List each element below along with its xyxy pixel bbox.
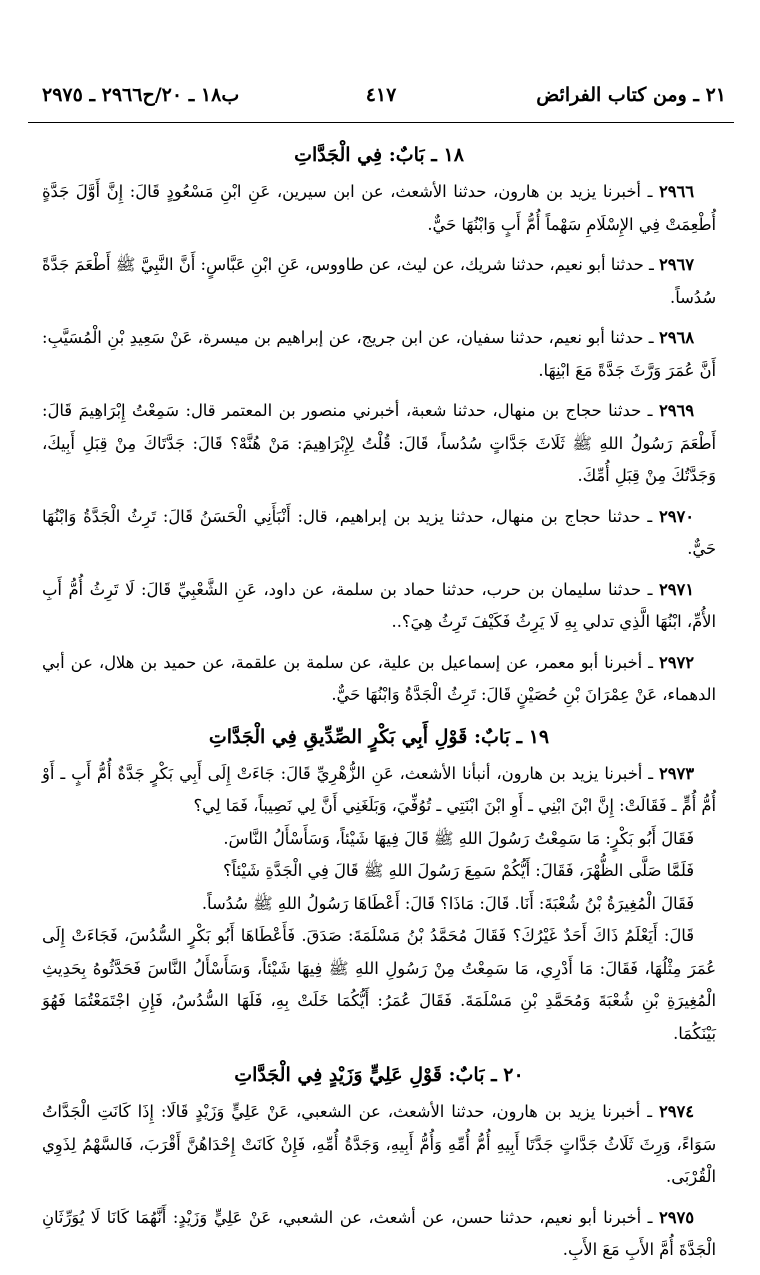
hadith-number: ٢٩٦٩ xyxy=(659,401,694,420)
hadith-number: ٢٩٧١ xyxy=(659,579,695,599)
hadith-2968 xyxy=(42,322,716,387)
hadith-2975 xyxy=(42,1202,716,1267)
hadith-text: ـ أخبرنا أبو نعيم، حدثنا حسن، عن أشعث، عن الشعبي، عَنْ عَلِيٍّ وَزَيْدٍ: أَنَّهُمَا كَانَا لَا يُوَرِّثَانِ الْجَدَّةَ أُمَّ الأَبِ مَعَ الأَبِ. xyxy=(42,1207,716,1259)
hadith-2972 xyxy=(42,647,716,712)
hadith-2970 xyxy=(42,501,716,566)
hadith-2973-continuation: فَلَمَّا صَلَّى الظُّهْرَ، فَقَالَ: أَيُّكُمْ سَمِعَ رَسُولَ اللهِ ﷺ قَالَ فِي الْجَدَّةِ شَيْئاً؟ xyxy=(223,861,694,880)
hadith-number: ٢٩٧٥ xyxy=(659,1207,694,1227)
hadith-number: ٢٩٧٣ xyxy=(659,763,694,783)
hadith-text: ـ أخبرنا يزيد بن هارون، أنبأنا الأشعث، عَنِ الزُّهْرِيِّ قَالَ: جَاءَتْ إِلَى أَبِي بَكْرٍ جَدَّةٌ أُمُّ أَبٍ ـ أَوْ أُمُّ أُمٍّ ـ فَقَالَتْ: إِنَّ ابْنَ ابْنِي ـ أَوِ ابْنَ ابْنَتِي ـ تُوُفِّيَ، وَبَلَغَنِي أَنَّ لِي نَصِيباً، فَمَا لِي؟ xyxy=(42,763,716,815)
page-body xyxy=(42,136,716,1275)
hadith-text: ـ أخبرنا يزيد بن هارون، حدثنا الأشعث، عن الشعبي، عَنْ عَلِيٍّ وَزَيْدٍ قَالَا: إِذَا كَانَتِ الْجَدَّاتُ سَوَاءً، وَرِثَ ثَلَاثُ جَدَّاتٍ جَدَّتَا أَبِيهِ أُمُّ أُمِّهِ وَأُمُّ أَبِيهِ، وَجَدَّةُ أُمِّهِ، فَإِنْ كَانَتْ إِحْدَاهُنَّ أَقْرَبَ، فَالسَّهْمُ لِذَوِي الْقُرْبَى. xyxy=(42,1102,716,1186)
header-divider xyxy=(28,122,734,123)
chapter-title: ١٩ ـ بَابٌ: قَوْلِ أَبِي بَكْرٍ الصِّدِّيقِ فِي الْجَدَّاتِ xyxy=(208,725,550,748)
hadith-range: ب١٨ ـ ٢٠/ح٢٩٦٦ ـ ٢٩٧٥ xyxy=(42,84,240,106)
hadith-text: ـ أخبرنا أبو معمر، عن إسماعيل بن علية، عن سلمة بن علقمة، عن حميد بن هلال، عن أبي الدهماء، عَنْ عِمْرَانَ بْنِ حُصَيْنٍ قَالَ: تَرِثُ الْجَدَّةُ وَابْنُهَا حَيٌّ. xyxy=(42,652,716,704)
hadith-text: ـ حدثنا أبو نعيم، حدثنا سفيان، عن ابن جريج، عن إبراهيم بن ميسرة، عَنْ سَعِيدِ بْنِ الْمُسَيَّبِ: أَنَّ عُمَرَ وَرَّثَ جَدَّةً مَعَ ابْنِهَا. xyxy=(42,328,716,380)
hadith-2973 xyxy=(42,758,716,823)
hadith-number: ٢٩٦٧ xyxy=(659,255,694,274)
hadith-2973-continuation: فَقَالَ أَبُو بَكْرٍ: مَا سَمِعْتُ رَسُولَ اللهِ ﷺ قَالَ فِيهَا شَيْئاً، وَسَأَسْأَلُ النَّاسَ. xyxy=(223,828,694,848)
hadith-2966 xyxy=(42,176,716,241)
page-number: ٤١٧ xyxy=(365,84,397,106)
hadith-text: ـ حدثنا حجاج بن منهال، حدثنا يزيد بن إبراهيم، قال: أَنْبَأَنِي الْحَسَنُ قَالَ: تَرِثُ الْجَدَّةُ وَابْنُهَا حَيٌّ. xyxy=(42,506,716,558)
hadith-text: ـ أخبرنا يزيد بن هارون، حدثنا الأشعث، عن ابن سيرين، عَنِ ابْنِ مَسْعُودٍ قَالَ: إِنَّ أَوَّلَ جَدَّةٍ أُطْعِمَتْ فِي الإِسْلَامِ سَهْماً أُمُّ أَبٍ وَابْنُهَا حَيٌّ. xyxy=(42,182,716,234)
hadith-text: ـ حدثنا سليمان بن حرب، حدثنا حماد بن سلمة، عن داود، عَنِ الشَّعْبِيِّ قَالَ: لَا تَرِثُ أُمُّ أَبِ الأُمِّ، ابْنُهَا الَّذِي تدلي بِهِ لَا يَرِثُ فَكَيْفَ تَرِثُ هِيَ؟.. xyxy=(42,579,716,631)
hadith-number: ٢٩٧٠ xyxy=(659,506,694,526)
hadith-2973-continuation: فَقَالَ الْمُغِيرَةُ بْنُ شُعْبَةَ: أَنَا. قَالَ: مَاذَا؟ قَالَ: أَعْطَاهَا رَسُولُ اللهِ ﷺ سُدُساً. xyxy=(201,893,694,913)
hadith-2974 xyxy=(42,1096,716,1194)
hadith-text: ـ حدثنا حجاج بن منهال، حدثنا شعبة، أخبرني منصور بن المعتمر قال: سَمِعْتُ إِبْرَاهِيمَ قَالَ: أَطْعَمَ رَسُولُ اللهِ ﷺ ثَلَاثَ جَدَّاتٍ سُدُساً، قَالَ: قُلْتُ لِإِبْرَاهِيمَ: مَنْ هُنَّهْ؟ قَالَ: جَدَّتَاكَ مِنْ قِبَلِ أَبِيكَ، وَجَدَّتُكَ مِنْ قِبَلِ أُمِّكَ. xyxy=(42,401,716,485)
hadith-text: ـ حدثنا أبو نعيم، حدثنا شريك، عن ليث، عن طاووس، عَنِ ابْنِ عَبَّاسٍ: أَنَّ النَّبِيَّ ﷺ أَطْعَمَ جَدَّةً سُدُساً. xyxy=(42,255,716,307)
chapter-title: ٢٠ ـ بَابٌ: قَوْلِ عَلِيٍّ وَزَيْدٍ فِي الْجَدَّاتِ xyxy=(234,1064,524,1086)
hadith-2969 xyxy=(42,395,716,493)
hadith-number: ٢٩٧٤ xyxy=(659,1102,694,1121)
hadith-number: ٢٩٦٨ xyxy=(659,328,694,347)
hadith-number: ٢٩٧٢ xyxy=(659,652,694,672)
book-section-title: ٢١ ـ ومن كتاب الفرائض xyxy=(536,84,726,106)
hadith-number: ٢٩٦٦ xyxy=(659,182,694,201)
running-header xyxy=(28,84,734,114)
hadith-2973-continuation: قَالَ: أَيَعْلَمُ ذَاكَ أَحَدٌ غَيْرُكَ؟ فَقَالَ مُحَمَّدُ بْنُ مَسْلَمَةَ: صَدَقَ. فَأَعْطَاهَا أَبُو بَكْرٍ السُّدُسَ، فَجَاءَتْ إِلَى عُمَرَ مِثْلُهَا، فَقَالَ: مَا أَدْرِي، مَا سَمِعْتُ مِنْ رَسُولِ اللهِ ﷺ فِيهَا شَيْئاً، وَسَأَسْأَلُ النَّاسَ فَحَدَّثُوهُ بِحَدِيثِ الْمُغِيرَةِ بْنِ شُعْبَةَ وَمُحَمَّدِ بْنِ مَسْلَمَةَ. فَقَالَ عُمَرُ: أَيُّكُمَا خَلَتْ بِهِ، فَلَهَا السُّدُسُ، فَإِنِ اجْتَمَعْتُمَا فَهُوَ بَيْنَكُمَا. xyxy=(42,926,716,1043)
hadith-2971 xyxy=(42,574,716,639)
chapter-title: ١٨ ـ بَابٌ: فِي الْجَدَّاتِ xyxy=(294,144,464,166)
hadith-2967 xyxy=(42,249,716,314)
